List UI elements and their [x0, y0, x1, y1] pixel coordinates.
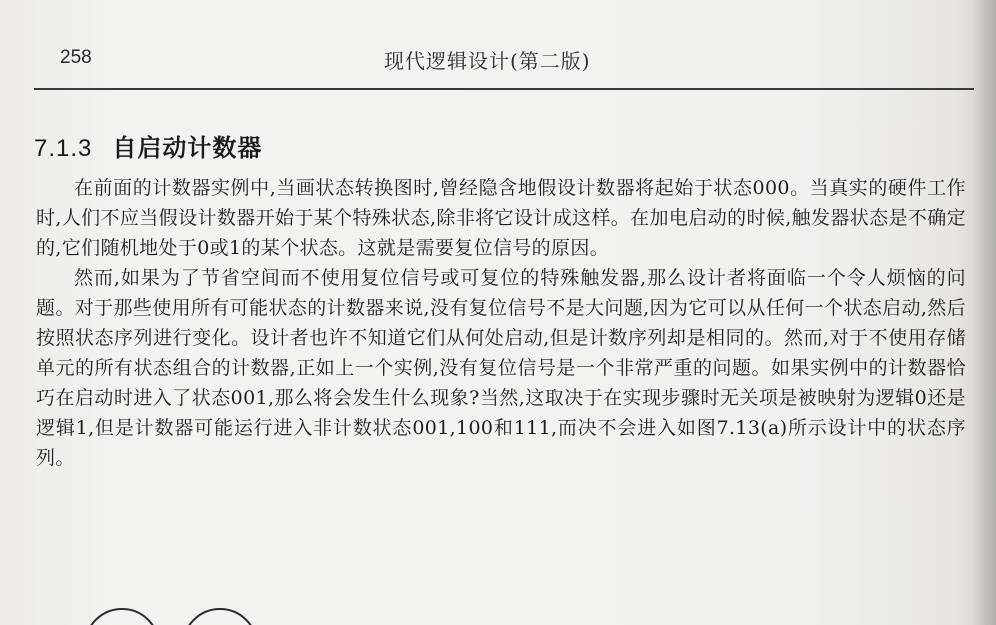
page-number: 258 [60, 47, 92, 68]
section-heading [34, 128, 262, 163]
state-diagram-fragment [70, 600, 290, 625]
header-rule [34, 88, 974, 90]
state-circle [182, 608, 258, 625]
running-title: 现代逻辑设计(第二版) [384, 49, 591, 73]
paragraph-1: 在前面的计数器实例中,当画状态转换图时,曾经隐含地假设计数器将起始于状态000。当真实的硬件工作时,人们不应当假设计数器开始于某个特殊状态,除非将它设计成这样。在加电启动的时候,触发器状态是不确定的,它们随机地处于0或1的某个状态。这就是需要复位信号的原因。 [36, 177, 966, 259]
body-text [36, 173, 966, 473]
state-circle [84, 608, 160, 625]
section-number: 7.1.3 [34, 135, 93, 162]
page-edge-shadow [972, 0, 996, 625]
section-title: 自启动计数器 [112, 135, 263, 162]
paragraph-2: 然而,如果为了节省空间而不使用复位信号或可复位的特殊触发器,那么设计者将面临一个令人烦恼的问题。对于那些使用所有可能状态的计数器来说,没有复位信号不是大问题,因为它可以从任何一个状态启动,然后按照状态序列进行变化。设计者也许不知道它们从何处启动,但是计数序列却是相同的。然而,对于不使用存储单元的所有状态组合的计数器,正如上一个实例,没有复位信号是一个非常严重的问题。如果实例中的计数器恰巧在启动时进入了状态001,那么将会发生什么现象?当然,这取决于在实现步骤时无关项是被映射为逻辑0还是逻辑1,但是计数器可能运行进入非计数状态001,100和111,而决不会进入如图7.13(a)所示设计中的状态序列。 [36, 267, 966, 469]
